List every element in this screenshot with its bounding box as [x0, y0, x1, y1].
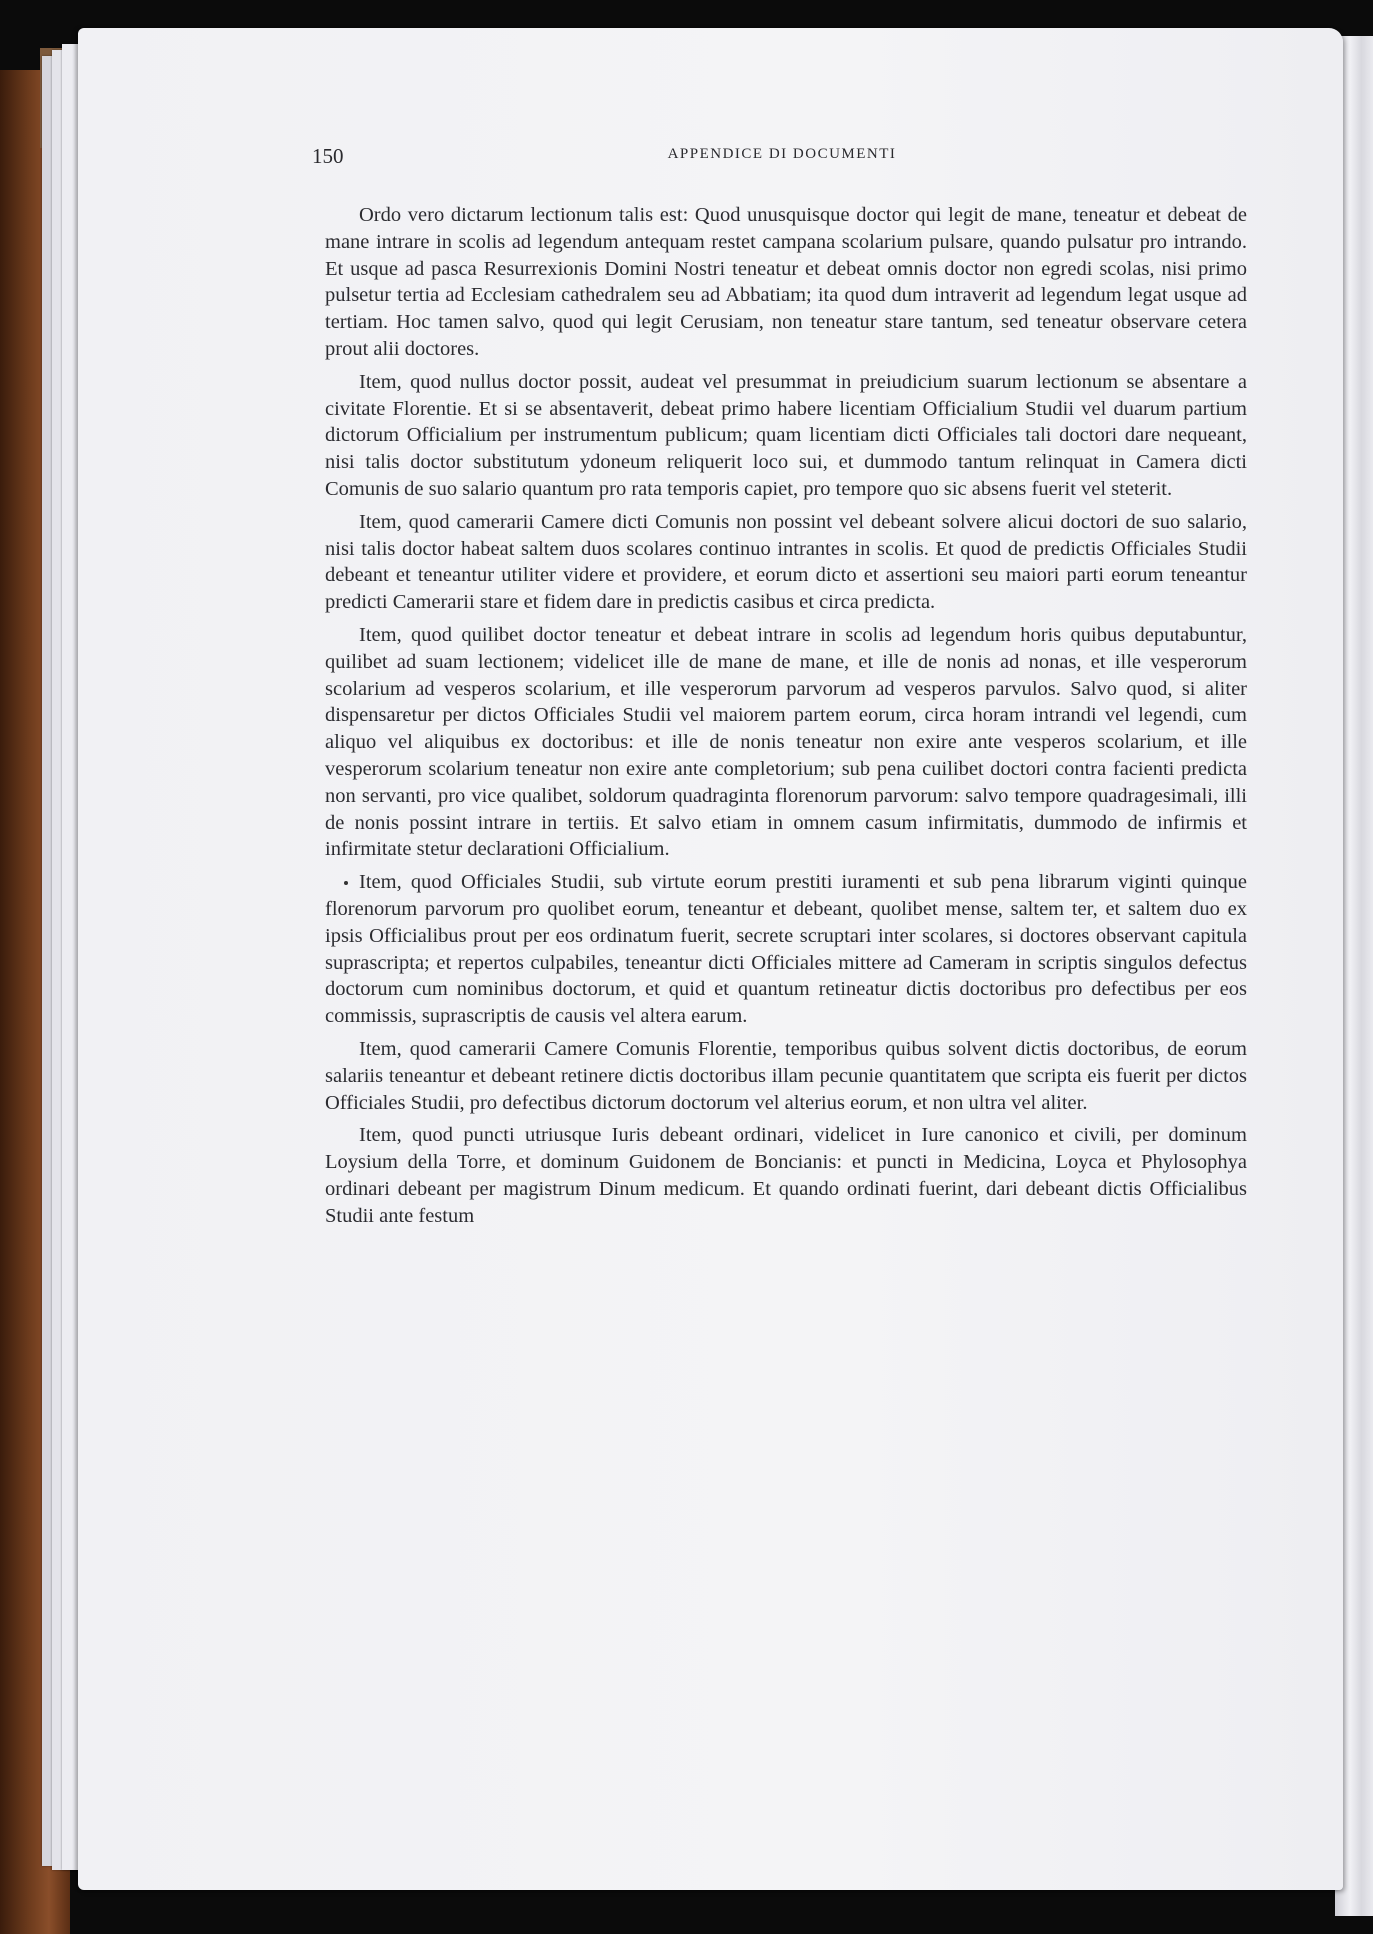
paragraph: Item, quod puncti utriusque Iuris debeant ordinari, videlicet in Iure canonico et civili, per dominum Loysium della Torre, et dominum Guidonem de Boncianis: et puncti in Medicina, Loyca et Phylosophya ordinari debeant per magistrum Dinum medicum. Et quando ordinati fuerint, dari debeant dictis Officialibus Studii ante festum	[325, 1124, 1247, 1227]
paragraph: Item, quod Officiales Studii, sub virtute eorum prestiti iuramenti et sub pena librarum viginti quinque florenorum parvorum pro quolibet eorum, teneantur et debeant, quolibet mense, saltem ter, et saltem duo ex ipsis Officialibus prout per eos ordinatum fuerit, secrete scruptari inter scolares, si doctores observant capitula suprascripta; et repertos culpabiles, teneantur dicti Officiales mittere ad Cameram in scriptis singulos defectus doctorum cum nominibus doctorum, et quid et quantum retineatur dictis doctoribus pro defectibus per eos commissis, suprascriptis de causis vel altera earum.	[325, 871, 1247, 1028]
page-number: 150	[312, 144, 344, 168]
paragraph: Ordo vero dictarum lectionum talis est: Quod unusquisque doctor qui legit de mane, teneatur et debeat de mane intrare in scolis ad legendum antequam restet campana scolarium pulsare, quando pulsatur pro intrando. Et usque ad pasca Resurrexionis Domini Nostri teneatur et debeat omnis doctor non egredi scolas, nisi primo pulsetur tertia ad Ecclesiam cathedralem seu ad Abbatiam; ita quod dum intraverit ad legendum legat usque ad tertiam. Hoc tamen salvo, quod qui legit Cerusiam, non teneatur stare tantum, sed teneatur observare cetera prout alii doctores.	[325, 204, 1247, 360]
paragraph: Item, quod quilibet doctor teneatur et debeat intrare in scolis ad legendum horis quibus deputabuntur, quilibet ad suam lectionem; videlicet ille de mane de mane, et ille de nonis ad nonas, et ille vesperorum scolarium ad vesperos scolarium, et ille vesperorum parvorum ad vesperos parvulos. Salvo quod, si aliter dispensaretur per dictos Officiales Studii vel maiorem partem eorum, circa horam intrandi vel legendi, cum aliquo vel aliquibus ex doctoribus: et ille de nonis teneatur non exire ante vesperos scolarium, et ille vesperorum scolarium teneatur non exire ante completorium; sub pena cuilibet doctori contra facienti predicta non servanti, pro vice qualibet, soldorum quadraginta florenorum parvorum: salvo tempore quadragesimali, illi de nonis possint intrare in tertiis. Et salvo etiam in omnem casum infirmitatis, dummodo de infirmis et infirmitate stetur declarationi Officialium.	[325, 623, 1247, 861]
paragraph: Item, quod nullus doctor possit, audeat vel presummat in preiudicium suarum lectionum se absentare a civitate Florentie. Et si se absentaverit, debeat primo habere licentiam Officialium Studii vel duarum partium dictorum Officialium per instrumentum publicum; quam licentiam dicti Officiales tali doctori dare nequeant, nisi talis doctor substitutum ydoneum reliquerit loco sui, et dummodo tantum relinquat in Camera dicti Comunis de suo salario quantum pro rata temporis capiet, pro tempore quo sic absens fuerit vel steterit.	[325, 370, 1247, 500]
running-head: APPENDICE DI DOCUMENTI	[667, 146, 897, 162]
page-header	[312, 144, 1252, 184]
paragraph: Item, quod camerarii Camere Comunis Florentie, temporibus quibus solvent dictis doctoribus, de eorum salariis teneantur et debeant retinere dictis doctoribus illam pecunie quantitatem que scripta eis fuerit per dictos Officiales Studii, pro defectibus dictorum doctorum vel alterius eorum, et non ultra vel aliter.	[325, 1037, 1247, 1114]
body-text	[325, 202, 1247, 1229]
paragraph: Item, quod camerarii Camere dicti Comunis non possint vel debeant solvere alicui doctori de suo salario, nisi talis doctor habeat saltem duos scolares continuo intrantes in scolis. Et quod de predictis Officiales Studii debeant et teneantur utiliter videre et providere, et eorum dicto et assertioni seu maiori parti eorum teneantur predicti Camerarii stare et fidem dare in predictis casibus et circa predicta.	[325, 510, 1247, 614]
